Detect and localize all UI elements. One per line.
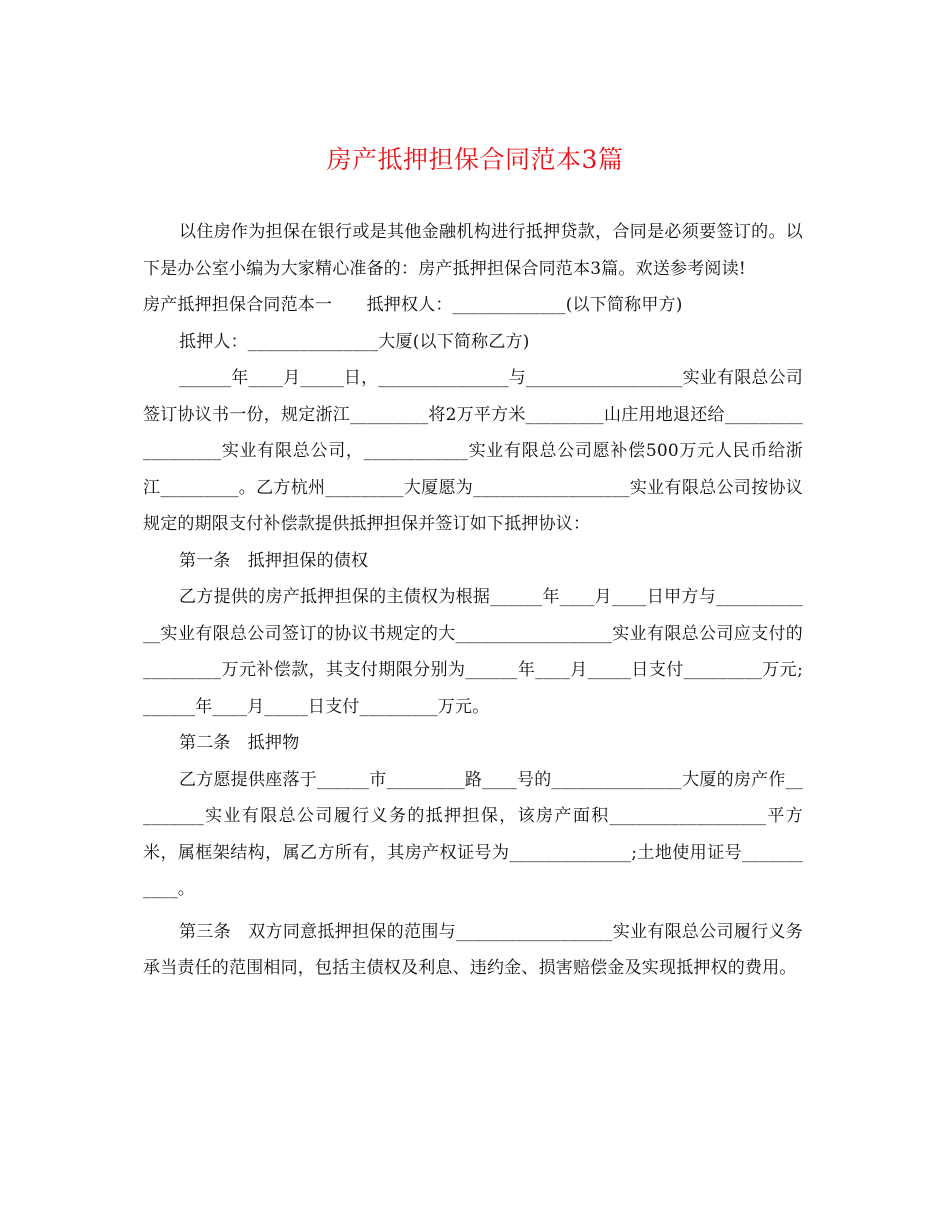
article-two-heading: 第二条 抵押物 bbox=[179, 733, 300, 753]
intro-paragraph: 以住房作为担保在银行或是其他金融机构进行抵押贷款，合同是必须要签订的。以下是办公室小编为大家精心准备的：房产抵押担保合同范本3篇。欢送参考阅读! bbox=[143, 222, 803, 279]
article-one-heading: 第一条 抵押担保的债权 bbox=[179, 550, 369, 571]
contract-one-heading-line: 房产抵押担保合同范本一 抵押权人：_____________(以下简称甲方) bbox=[143, 295, 683, 315]
article-one-paragraph: 乙方提供的房产抵押担保的主债权为根据______年____月____日甲方与____________实业有限总公司签订的协议书规定的大__________________实业有限总公司应支付的_________万元补偿款，其支付期限分别为______年____月_____日支付_________万元;______年____月_____日支付_________万元。 bbox=[143, 587, 803, 717]
document-body bbox=[143, 214, 803, 987]
article-two-paragraph: 乙方愿提供座落于______市_________路____号的_______________大厦的房产作_________实业有限总公司履行义务的抵押担保，该房产面积__________________平方米，属框架结构，属乙方所有，其房产权证号为______________;土地使用证号___________。 bbox=[143, 769, 803, 899]
document-title: 房产抵押担保合同范本3篇 bbox=[326, 145, 624, 174]
mortgagor-line: 抵押人：_______________大厦(以下简称乙方) bbox=[179, 331, 530, 352]
background-paragraph: ______年____月_____日，_______________与__________________实业有限总公司签订协议书一份，规定浙江_________将2万平方米_________山庄用地退还给__________________实业有限总公司，____________实业有限总公司愿补偿500万元人民币给浙江_________。乙方杭州_________大厦愿为__________________实业有限总公司按协议规定的期限支付补偿款提供抵押担保并签订如下抵押协议： bbox=[143, 368, 803, 534]
article-three-paragraph: 第三条 双方同意抵押担保的范围与__________________实业有限总公司履行义务承当责任的范围相同，包括主债权及利息、违约金、损害赔偿金及实现抵押权的费用。 bbox=[143, 921, 803, 978]
